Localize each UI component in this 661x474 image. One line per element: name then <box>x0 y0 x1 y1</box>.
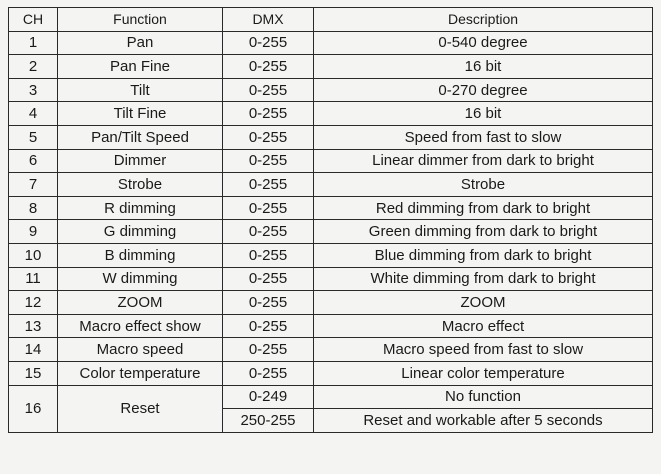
cell-function: Color temperature <box>58 361 223 385</box>
cell-function: Reset <box>58 385 223 432</box>
table-row-reset <box>9 385 653 409</box>
table-row <box>9 338 653 362</box>
cell-function: B dimming <box>58 243 223 267</box>
cell-dmx: 0-255 <box>223 267 314 291</box>
cell-function: ZOOM <box>58 291 223 315</box>
cell-ch: 7 <box>9 173 58 197</box>
cell-function: W dimming <box>58 267 223 291</box>
cell-ch: 5 <box>9 125 58 149</box>
table-row <box>9 102 653 126</box>
cell-dmx: 0-255 <box>223 125 314 149</box>
cell-description: Strobe <box>314 173 653 197</box>
cell-description: No function <box>314 385 653 409</box>
cell-ch: 14 <box>9 338 58 362</box>
cell-function: G dimming <box>58 220 223 244</box>
cell-ch: 12 <box>9 291 58 315</box>
table-row <box>9 291 653 315</box>
cell-ch: 6 <box>9 149 58 173</box>
cell-ch: 8 <box>9 196 58 220</box>
cell-dmx: 0-255 <box>223 31 314 55</box>
cell-description: Speed from fast to slow <box>314 125 653 149</box>
cell-function: Tilt Fine <box>58 102 223 126</box>
cell-ch: 11 <box>9 267 58 291</box>
cell-function: Pan Fine <box>58 55 223 79</box>
cell-dmx: 0-255 <box>223 78 314 102</box>
cell-function: Pan <box>58 31 223 55</box>
cell-function: Tilt <box>58 78 223 102</box>
header-dmx: DMX <box>223 8 314 32</box>
cell-description: Reset and workable after 5 seconds <box>314 409 653 433</box>
cell-ch: 16 <box>9 385 58 432</box>
cell-description: Macro effect <box>314 314 653 338</box>
cell-ch: 1 <box>9 31 58 55</box>
cell-dmx: 0-249 <box>223 385 314 409</box>
cell-ch: 10 <box>9 243 58 267</box>
table-row <box>9 267 653 291</box>
cell-dmx: 250-255 <box>223 409 314 433</box>
cell-ch: 4 <box>9 102 58 126</box>
cell-function: R dimming <box>58 196 223 220</box>
cell-dmx: 0-255 <box>223 173 314 197</box>
cell-function: Pan/Tilt Speed <box>58 125 223 149</box>
dmx-channel-table <box>8 7 653 433</box>
cell-description: 16 bit <box>314 55 653 79</box>
cell-ch: 9 <box>9 220 58 244</box>
table-header-row <box>9 8 653 32</box>
cell-description: 16 bit <box>314 102 653 126</box>
cell-description: Green dimming from dark to bright <box>314 220 653 244</box>
table-row <box>9 125 653 149</box>
cell-description: Macro speed from fast to slow <box>314 338 653 362</box>
table-row <box>9 31 653 55</box>
cell-ch: 3 <box>9 78 58 102</box>
cell-dmx: 0-255 <box>223 314 314 338</box>
cell-description: Red dimming from dark to bright <box>314 196 653 220</box>
cell-ch: 2 <box>9 55 58 79</box>
table-row <box>9 314 653 338</box>
cell-dmx: 0-255 <box>223 149 314 173</box>
cell-dmx: 0-255 <box>223 243 314 267</box>
table-row <box>9 55 653 79</box>
cell-function: Macro speed <box>58 338 223 362</box>
cell-description: 0-270 degree <box>314 78 653 102</box>
table-row <box>9 361 653 385</box>
cell-description: Linear dimmer from dark to bright <box>314 149 653 173</box>
table-row <box>9 173 653 197</box>
cell-dmx: 0-255 <box>223 291 314 315</box>
header-description: Description <box>314 8 653 32</box>
table-row <box>9 149 653 173</box>
cell-dmx: 0-255 <box>223 338 314 362</box>
cell-description: 0-540 degree <box>314 31 653 55</box>
cell-dmx: 0-255 <box>223 196 314 220</box>
cell-dmx: 0-255 <box>223 102 314 126</box>
cell-ch: 13 <box>9 314 58 338</box>
cell-description: ZOOM <box>314 291 653 315</box>
cell-ch: 15 <box>9 361 58 385</box>
table-row <box>9 78 653 102</box>
table-row <box>9 196 653 220</box>
cell-dmx: 0-255 <box>223 361 314 385</box>
cell-function: Strobe <box>58 173 223 197</box>
cell-function: Dimmer <box>58 149 223 173</box>
table-row <box>9 243 653 267</box>
table-row <box>9 220 653 244</box>
cell-description: Blue dimming from dark to bright <box>314 243 653 267</box>
cell-dmx: 0-255 <box>223 55 314 79</box>
header-ch: CH <box>9 8 58 32</box>
cell-dmx: 0-255 <box>223 220 314 244</box>
cell-description: White dimming from dark to bright <box>314 267 653 291</box>
cell-function: Macro effect show <box>58 314 223 338</box>
header-function: Function <box>58 8 223 32</box>
cell-description: Linear color temperature <box>314 361 653 385</box>
